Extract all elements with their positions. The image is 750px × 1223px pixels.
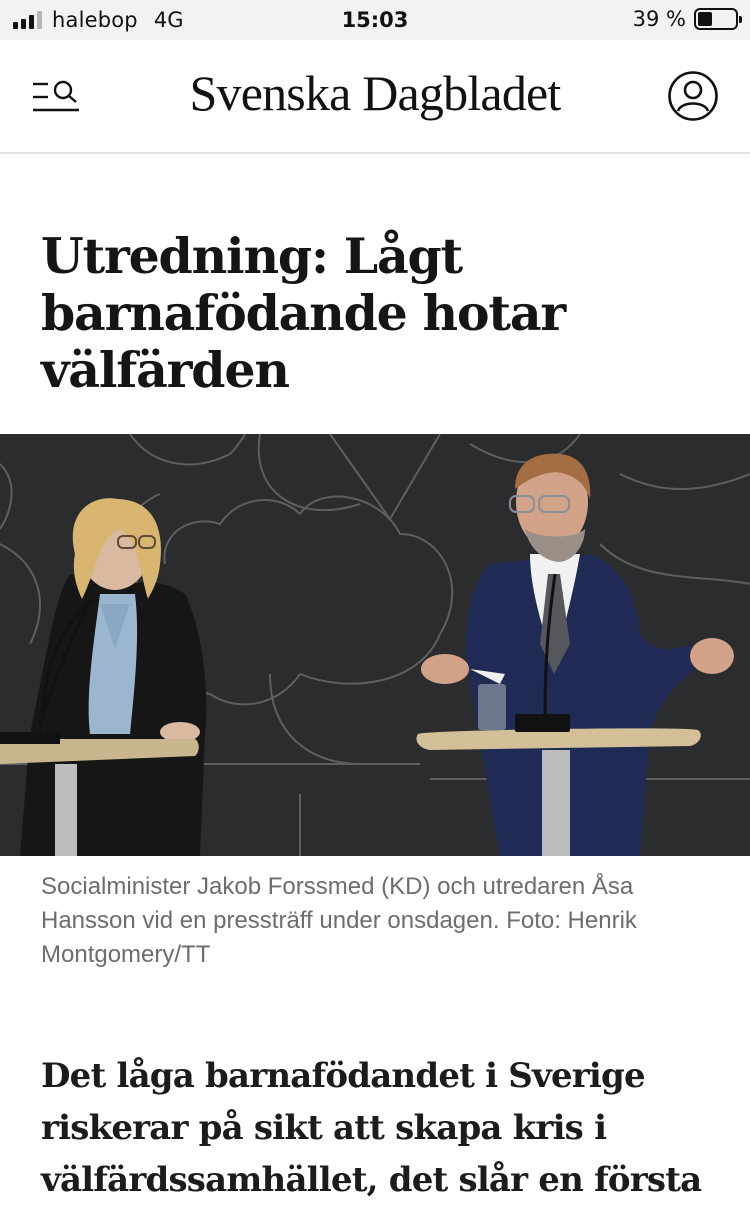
battery-percentage: 39 %: [632, 7, 686, 31]
press-conference-image: [0, 434, 750, 856]
battery-nub: [739, 16, 742, 23]
article-lead: Det låga barnafödandet i Sverige riskerar på sikt att skapa kris i välfärdssamhället, det slår en första: [41, 1056, 702, 1200]
network-type: 4G: [153, 8, 184, 32]
article-photo[interactable]: [0, 434, 750, 856]
battery-icon: [694, 8, 738, 30]
brand-logo[interactable]: Svenska Dagbladet: [189, 65, 561, 121]
status-bar-right: [633, 7, 738, 31]
carrier-name: halebop: [52, 8, 138, 32]
status-bar: [0, 0, 750, 40]
article-headline: Utredning: Lågt barnafödande hotar välfärden: [41, 227, 566, 399]
app-header: [0, 40, 750, 154]
account-button[interactable]: [667, 70, 719, 122]
clock: 15:03: [341, 8, 409, 32]
battery-level-fill: [698, 12, 712, 26]
user-icon: [667, 70, 719, 122]
photo-caption: Socialminister Jakob Forssmed (KD) och utredaren Åsa Hansson vid en pressträff under onsdagen. Foto: Henrik Montgomery/TT: [41, 873, 637, 968]
